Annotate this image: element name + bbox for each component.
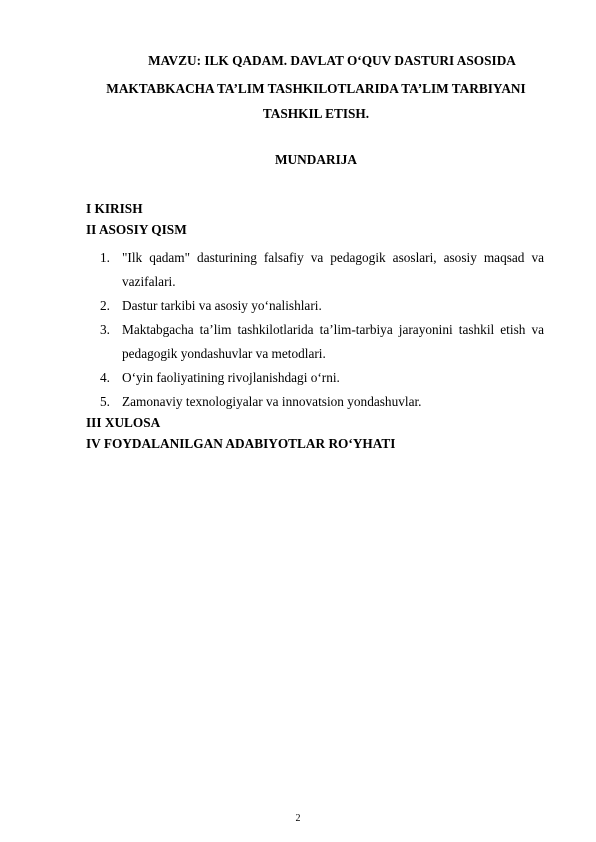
section-references: IV FOYDALANILGAN ADABIYOTLAR RO‘YHATI (86, 436, 396, 451)
list-item-number: 1. (100, 250, 110, 265)
list-item-text: pedagogik yondashuvlar va metodlari. (122, 346, 326, 361)
list-item-number: 4. (100, 370, 110, 385)
section-conclusion: III XULOSA (86, 415, 161, 430)
list-item-text: "Ilk qadam" dasturining falsafiy va pedagogik asoslari, asosiy maqsad va (122, 250, 544, 265)
list-item-text: vazifalari. (122, 274, 176, 289)
section-main: II ASOSIY QISM (86, 222, 187, 237)
list-item-text: O‘yin faoliyatining rivojlanishdagi o‘rni. (122, 370, 340, 385)
list-item-continuation (122, 270, 566, 294)
list-item-text: Maktabgacha ta’lim tashkilotlarida ta’lim-tarbiya jarayonini tashkil etish va (122, 322, 544, 337)
list-item-text: Dastur tarkibi va asosiy yo‘nalishlari. (122, 298, 322, 313)
page-number: 2 (295, 813, 301, 824)
list-item-number: 3. (100, 322, 110, 337)
list-item-number: 5. (100, 394, 110, 409)
list-item-number: 2. (100, 298, 110, 313)
contents-heading: MUNDARIJA (275, 152, 357, 167)
section-intro: I KIRISH (86, 201, 143, 216)
list-item-continuation (122, 342, 566, 366)
list-item-text: Zamonaviy texnologiyalar va innovatsion yondashuvlar. (122, 394, 422, 409)
title-line-2: MAKTABKACHA TA’LIM TASHKILOTLARIDA TA’LIM TARBIYANI (106, 81, 526, 96)
title-line-3: TASHKIL ETISH. (262, 106, 370, 121)
title-line-1: MAVZU: ILK QADAM. DAVLAT O‘QUV DASTURI ASOSIDA (148, 53, 516, 68)
